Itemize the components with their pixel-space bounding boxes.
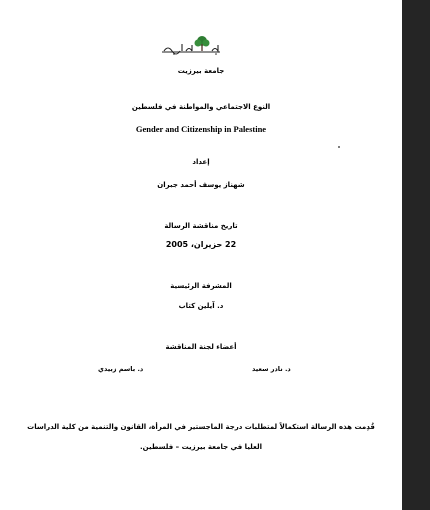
- author-name: شهناز يوسف أحمد جبران: [157, 181, 245, 189]
- defense-date: 22 حزيران، 2005: [165, 240, 237, 249]
- supervisor-name: د. آيلين كتاب: [178, 302, 224, 310]
- statement-line-1: قُدِمت هذه الرسالة استكمالاً لمتطلبات درجة الماجستير في المرأة، القانون والتنمية من كلية الدراسات: [27, 423, 375, 431]
- prepared-by-label: إعداد: [192, 158, 210, 166]
- committee-member: د. نادر سعيد: [252, 365, 291, 373]
- stray-dot: [338, 146, 340, 148]
- committee-member: د. باسم زبيدي: [98, 365, 144, 373]
- thesis-title-arabic: النوع الاجتماعي والمواطنة في فلسطين: [131, 103, 271, 111]
- viewer-side-panel: [402, 0, 430, 510]
- supervisor-label: المشرفة الرئيسية: [170, 282, 232, 290]
- thesis-title-english: Gender and Citizenship in Palestine: [135, 124, 267, 134]
- defense-date-label: تاريخ مناقشة الرسالة: [164, 222, 238, 230]
- committee-label: أعضاء لجنة المناقشة: [165, 343, 237, 351]
- birzeit-university-logo: [160, 35, 222, 57]
- university-name: جامعة بيرزيت: [177, 67, 225, 75]
- statement-line-2: العليا في جامعة بيرزيت – فلسطين.: [140, 443, 262, 451]
